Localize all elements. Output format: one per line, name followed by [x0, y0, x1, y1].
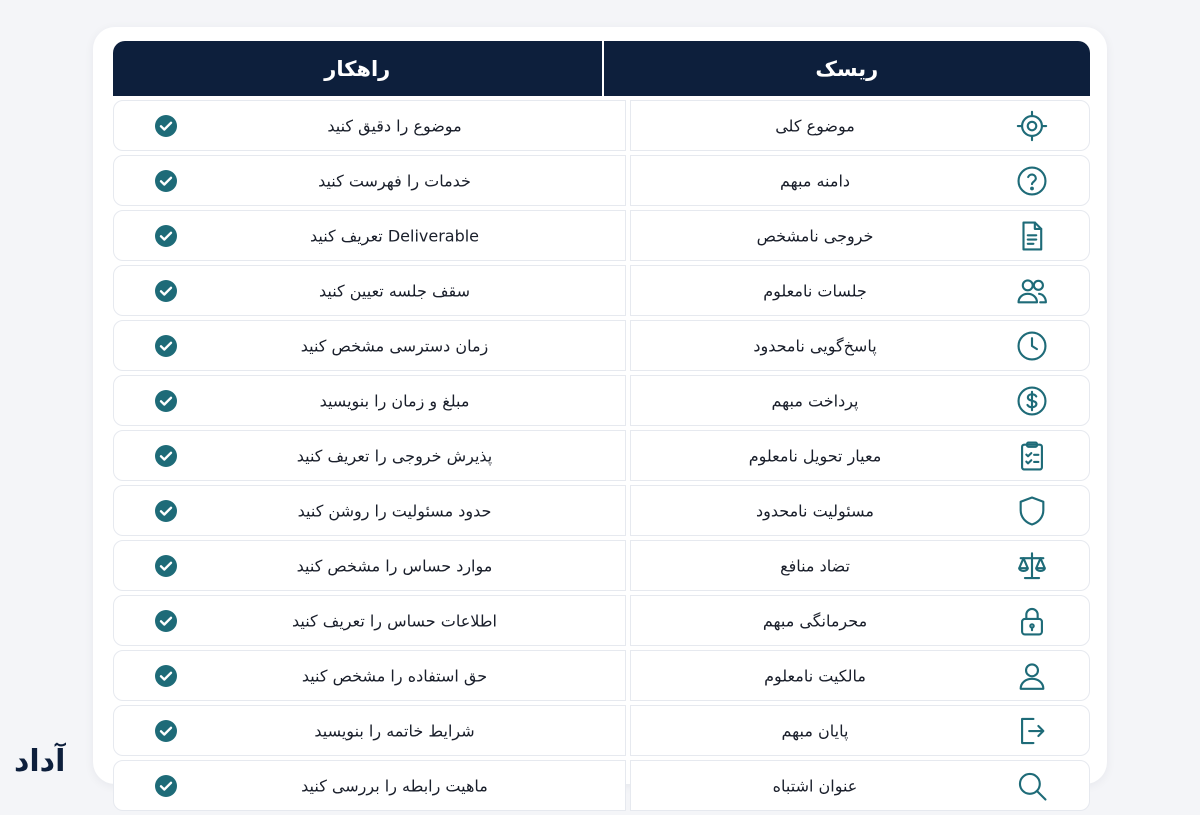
table-row — [113, 760, 1090, 811]
solution-label: خدمات را فهرست کنید — [318, 171, 471, 190]
users-icon — [1015, 274, 1049, 308]
header-solution: راهکار — [324, 56, 391, 81]
solution-label: زمان دسترسی مشخص کنید — [300, 336, 489, 355]
risk-label: عنوان اشتباه — [772, 776, 858, 795]
check-circle-icon — [154, 169, 178, 193]
risk-label: دامنه مبهم — [779, 171, 851, 190]
solution-cell — [113, 485, 626, 536]
risk-cell — [630, 155, 1090, 206]
risk-label: معیار تحویل نامعلوم — [748, 446, 882, 465]
risk-label: موضوع کلی — [775, 116, 855, 135]
risk-label: محرمانگی مبهم — [762, 611, 868, 630]
risk-cell — [630, 760, 1090, 811]
solution-cell — [113, 155, 626, 206]
search-icon — [1015, 769, 1049, 803]
scales-icon — [1015, 549, 1049, 583]
risk-cell — [630, 375, 1090, 426]
solution-label: موضوع را دقیق کنید — [327, 116, 462, 135]
risk-cell — [630, 650, 1090, 701]
check-circle-icon — [154, 554, 178, 578]
solution-cell — [113, 760, 626, 811]
table-row — [113, 375, 1090, 426]
solution-label: موارد حساس را مشخص کنید — [296, 556, 493, 575]
check-circle-icon — [154, 279, 178, 303]
solution-label: حدود مسئولیت را روشن کنید — [297, 501, 492, 520]
risk-cell — [630, 705, 1090, 756]
table-row — [113, 595, 1090, 646]
risk-cell — [630, 485, 1090, 536]
solution-cell — [113, 650, 626, 701]
check-circle-icon — [154, 609, 178, 633]
risk-cell — [630, 540, 1090, 591]
risk-label: خروجی نامشخص — [756, 226, 874, 245]
solution-label: پذیرش خروجی را تعریف کنید — [296, 446, 493, 465]
risk-label: جلسات نامعلوم — [763, 281, 867, 300]
risk-label: مسئولیت نامحدود — [756, 501, 874, 520]
shield-icon — [1015, 494, 1049, 528]
solution-label: ماهیت رابطه را بررسی کنید — [301, 776, 488, 795]
table-row — [113, 100, 1090, 151]
risk-label: پرداخت مبهم — [771, 391, 859, 410]
question-icon — [1015, 164, 1049, 198]
risk-cell — [630, 100, 1090, 151]
risk-label: تضاد منافع — [780, 556, 850, 575]
clock-icon — [1015, 329, 1049, 363]
check-circle-icon — [154, 664, 178, 688]
table-header — [113, 41, 1090, 96]
header-risk: ریسک — [602, 41, 1091, 96]
risk-label: مالکیت نامعلوم — [764, 666, 866, 685]
solution-label: Deliverable تعریف کنید — [309, 226, 480, 245]
solution-cell — [113, 375, 626, 426]
solution-cell — [113, 595, 626, 646]
table-row — [113, 705, 1090, 756]
check-circle-icon — [154, 499, 178, 523]
lock-icon — [1015, 604, 1049, 638]
risk-label: پاسخ‌گویی نامحدود — [753, 336, 877, 355]
solution-label: اطلاعات حساس را تعریف کنید — [292, 611, 497, 630]
table-row — [113, 265, 1090, 316]
solution-label: سقف جلسه تعیین کنید — [318, 281, 471, 300]
solution-cell — [113, 705, 626, 756]
solution-cell — [113, 100, 626, 151]
check-circle-icon — [154, 444, 178, 468]
check-circle-icon — [154, 224, 178, 248]
table-row — [113, 155, 1090, 206]
check-circle-icon — [154, 774, 178, 798]
check-circle-icon — [154, 389, 178, 413]
solution-label: حق استفاده را مشخص کنید — [301, 666, 488, 685]
user-icon — [1015, 659, 1049, 693]
risk-label: پایان مبهم — [781, 721, 849, 740]
table-row — [113, 430, 1090, 481]
check-circle-icon — [154, 334, 178, 358]
risk-cell — [630, 210, 1090, 261]
table-row — [113, 210, 1090, 261]
solution-label: شرایط خاتمه را بنویسید — [314, 721, 475, 740]
risk-cell — [630, 265, 1090, 316]
table-row — [113, 485, 1090, 536]
exit-icon — [1015, 714, 1049, 748]
table-row — [113, 540, 1090, 591]
brand-logo: آداد — [14, 744, 66, 779]
table-row — [113, 650, 1090, 701]
risk-cell — [630, 430, 1090, 481]
solution-cell — [113, 210, 626, 261]
risk-cell — [630, 595, 1090, 646]
table-row — [113, 320, 1090, 371]
clipboard-check-icon — [1015, 439, 1049, 473]
document-icon — [1015, 219, 1049, 253]
solution-cell — [113, 265, 626, 316]
solution-cell — [113, 430, 626, 481]
solution-cell — [113, 320, 626, 371]
check-circle-icon — [154, 114, 178, 138]
target-icon — [1015, 109, 1049, 143]
risk-cell — [630, 320, 1090, 371]
dollar-icon — [1015, 384, 1049, 418]
table-body — [113, 100, 1090, 815]
solution-label: مبلغ و زمان را بنویسید — [319, 391, 470, 410]
solution-cell — [113, 540, 626, 591]
check-circle-icon — [154, 719, 178, 743]
